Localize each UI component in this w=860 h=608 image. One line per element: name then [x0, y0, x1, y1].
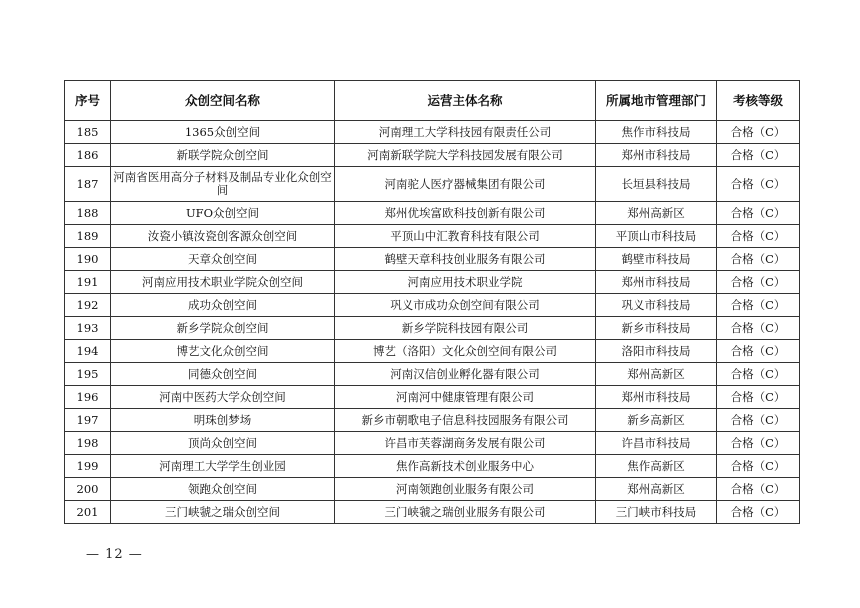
cell-space-name: 1365众创空间: [111, 121, 335, 144]
cell-serial-number: 192: [65, 294, 111, 317]
cell-space-name: 新联学院众创空间: [111, 144, 335, 167]
cell-management-dept: 洛阳市科技局: [596, 340, 717, 363]
cell-grade: 合格（C）: [717, 225, 800, 248]
table-row: [65, 271, 800, 294]
cell-management-dept: 郑州市科技局: [596, 144, 717, 167]
cell-serial-number: 186: [65, 144, 111, 167]
cell-operator-name: 焦作高新技术创业服务中心: [335, 455, 596, 478]
cell-management-dept: 平顶山市科技局: [596, 225, 717, 248]
cell-serial-number: 187: [65, 167, 111, 202]
cell-space-name: 河南理工大学学生创业园: [111, 455, 335, 478]
cell-grade: 合格（C）: [717, 202, 800, 225]
cell-management-dept: 郑州高新区: [596, 478, 717, 501]
cell-management-dept: 巩义市科技局: [596, 294, 717, 317]
cell-operator-name: 河南驼人医疗器械集团有限公司: [335, 167, 596, 202]
cell-operator-name: 河南理工大学科技园有限责任公司: [335, 121, 596, 144]
cell-serial-number: 191: [65, 271, 111, 294]
cell-management-dept: 焦作市科技局: [596, 121, 717, 144]
cell-management-dept: 新乡高新区: [596, 409, 717, 432]
cell-operator-name: 新乡学院科技园有限公司: [335, 317, 596, 340]
cell-operator-name: 河南应用技术职业学院: [335, 271, 596, 294]
cell-grade: 合格（C）: [717, 455, 800, 478]
cell-management-dept: 新乡市科技局: [596, 317, 717, 340]
table-row: [65, 432, 800, 455]
cell-serial-number: 193: [65, 317, 111, 340]
cell-grade: 合格（C）: [717, 340, 800, 363]
cell-space-name: 领跑众创空间: [111, 478, 335, 501]
table-row: [65, 501, 800, 524]
cell-operator-name: 许昌市芙蓉湖商务发展有限公司: [335, 432, 596, 455]
evaluation-table: [64, 80, 800, 524]
cell-management-dept: 郑州市科技局: [596, 271, 717, 294]
cell-space-name: 河南应用技术职业学院众创空间: [111, 271, 335, 294]
table-header: [65, 81, 800, 121]
cell-operator-name: 河南新联学院大学科技园发展有限公司: [335, 144, 596, 167]
header-space-name: 众创空间名称: [111, 81, 335, 121]
cell-serial-number: 198: [65, 432, 111, 455]
header-grade: 考核等级: [717, 81, 800, 121]
cell-operator-name: 三门峡虢之瑞创业服务有限公司: [335, 501, 596, 524]
cell-grade: 合格（C）: [717, 432, 800, 455]
cell-grade: 合格（C）: [717, 167, 800, 202]
table-row: [65, 248, 800, 271]
cell-operator-name: 博艺（洛阳）文化众创空间有限公司: [335, 340, 596, 363]
table-row: [65, 317, 800, 340]
cell-space-name: 汝瓷小镇汝瓷创客源众创空间: [111, 225, 335, 248]
cell-operator-name: 巩义市成功众创空间有限公司: [335, 294, 596, 317]
cell-serial-number: 189: [65, 225, 111, 248]
cell-space-name: 三门峡虢之瑞众创空间: [111, 501, 335, 524]
table-row: [65, 455, 800, 478]
cell-space-name: 天章众创空间: [111, 248, 335, 271]
cell-management-dept: 三门峡市科技局: [596, 501, 717, 524]
table-row: [65, 386, 800, 409]
cell-serial-number: 199: [65, 455, 111, 478]
cell-space-name: 河南中医药大学众创空间: [111, 386, 335, 409]
cell-operator-name: 新乡市朝歌电子信息科技园服务有限公司: [335, 409, 596, 432]
cell-serial-number: 197: [65, 409, 111, 432]
table-body: [65, 121, 800, 524]
cell-grade: 合格（C）: [717, 501, 800, 524]
cell-operator-name: 河南河中健康管理有限公司: [335, 386, 596, 409]
table-row: [65, 478, 800, 501]
page-number: — 12 —: [86, 547, 143, 562]
cell-operator-name: 鹤壁天章科技创业服务有限公司: [335, 248, 596, 271]
cell-management-dept: 许昌市科技局: [596, 432, 717, 455]
cell-serial-number: 196: [65, 386, 111, 409]
table-row: [65, 202, 800, 225]
header-management-dept: 所属地市管理部门: [596, 81, 717, 121]
cell-grade: 合格（C）: [717, 409, 800, 432]
cell-operator-name: 河南汉信创业孵化器有限公司: [335, 363, 596, 386]
table-row: [65, 363, 800, 386]
cell-management-dept: 长垣县科技局: [596, 167, 717, 202]
cell-grade: 合格（C）: [717, 363, 800, 386]
cell-space-name: 明珠创梦场: [111, 409, 335, 432]
cell-serial-number: 190: [65, 248, 111, 271]
cell-grade: 合格（C）: [717, 478, 800, 501]
cell-grade: 合格（C）: [717, 271, 800, 294]
cell-serial-number: 195: [65, 363, 111, 386]
cell-space-name: 新乡学院众创空间: [111, 317, 335, 340]
cell-management-dept: 郑州市科技局: [596, 386, 717, 409]
cell-space-name: 同德众创空间: [111, 363, 335, 386]
cell-management-dept: 鹤壁市科技局: [596, 248, 717, 271]
table-row: [65, 167, 800, 202]
cell-grade: 合格（C）: [717, 294, 800, 317]
cell-management-dept: 焦作高新区: [596, 455, 717, 478]
cell-operator-name: 河南领跑创业服务有限公司: [335, 478, 596, 501]
cell-management-dept: 郑州高新区: [596, 202, 717, 225]
cell-serial-number: 194: [65, 340, 111, 363]
cell-operator-name: 郑州优埃富欧科技创新有限公司: [335, 202, 596, 225]
cell-space-name: UFO众创空间: [111, 202, 335, 225]
cell-serial-number: 201: [65, 501, 111, 524]
table-row: [65, 225, 800, 248]
table-row: [65, 409, 800, 432]
table-row: [65, 294, 800, 317]
cell-management-dept: 郑州高新区: [596, 363, 717, 386]
cell-grade: 合格（C）: [717, 317, 800, 340]
cell-space-name: 成功众创空间: [111, 294, 335, 317]
header-operator-name: 运营主体名称: [335, 81, 596, 121]
cell-space-name: 博艺文化众创空间: [111, 340, 335, 363]
cell-grade: 合格（C）: [717, 144, 800, 167]
cell-serial-number: 188: [65, 202, 111, 225]
cell-serial-number: 200: [65, 478, 111, 501]
table-row: [65, 340, 800, 363]
table-row: [65, 144, 800, 167]
cell-operator-name: 平顶山中汇教育科技有限公司: [335, 225, 596, 248]
cell-serial-number: 185: [65, 121, 111, 144]
cell-space-name: 河南省医用高分子材料及制品专业化众创空间: [111, 167, 335, 202]
cell-space-name: 顶尚众创空间: [111, 432, 335, 455]
cell-grade: 合格（C）: [717, 248, 800, 271]
header-serial-number: 序号: [65, 81, 111, 121]
cell-grade: 合格（C）: [717, 386, 800, 409]
table-row: [65, 121, 800, 144]
cell-grade: 合格（C）: [717, 121, 800, 144]
